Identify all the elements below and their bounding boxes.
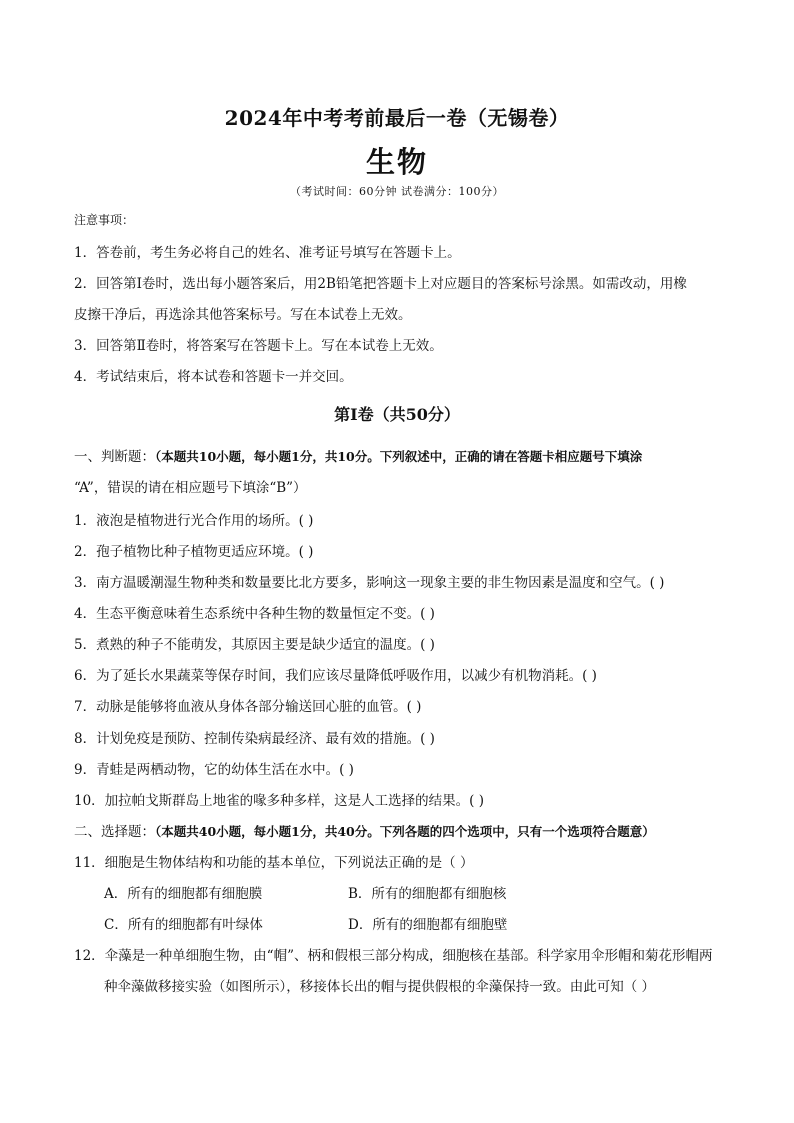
choice-question-stem: 12．伞藻是一种单细胞生物，由“帽”、柄和假根三部分构成，细胞核在基部。科学家用伞形帽和菊花形帽两 [74,948,713,964]
exam-title: 2024年中考考前最后一卷（无锡卷） [224,106,570,130]
part2-title-prefix: 二、选择题： [74,824,155,840]
part2-title-rule: （本题共40小题，每小题1分，共40分。下列各题的四个选项中，只有一个选项符合题意） [155,824,655,839]
judgment-question: 10．加拉帕戈斯群岛上地雀的喙多种多样，这是人工选择的结果。( ) [74,793,485,809]
notice-item: 1．答卷前，考生务必将自己的姓名、准考证号填写在答题卡上。 [74,245,461,261]
section-heading: 第Ⅰ卷（共50分） [334,405,460,424]
choice-question-stem: 11．细胞是生物体结构和功能的基本单位，下列说法正确的是（ ） [74,855,474,871]
notice-item: 皮擦干净后，再选涂其他答案标号。写在本试卷上无效。 [74,307,412,323]
subject-title: 生物 [365,145,428,179]
notice-item: 2．回答第Ⅰ卷时，选出每小题答案后，用2B铅笔把答题卡上对应题目的答案标号涂黑。如需改动，用橡 [74,276,687,292]
judgment-question: 6．为了延长水果蔬菜等保存时间，我们应该尽量降低呼吸作用，以减少有机物消耗。( ) [74,668,597,684]
notice-label: 注意事项： [74,213,135,227]
judgment-question: 7．动脉是能够将血液从身体各部分输送回心脏的血管。( ) [74,699,422,715]
judgment-question: 4．生态平衡意味着生态系统中各种生物的数量恒定不变。( ) [74,606,435,622]
exam-info: （考试时间：60分钟 试卷满分：100分） [290,185,504,198]
judgment-question: 3．南方温暖潮湿生物种类和数量要比北方要多，影响这一现象主要的非生物因素是温度和空气。( ) [74,575,665,591]
judgment-question: 1．液泡是植物进行光合作用的场所。( ) [74,513,314,529]
part2-title [74,824,655,840]
part1-title-rule: （本题共10小题，每小题1分，共10分。下列叙述中，正确的请在答题卡相应题号下填涂 [155,449,643,464]
choice-option-d: D．所有的细胞都有细胞壁 [348,917,508,933]
judgment-question: 9．青蛙是两栖动物，它的幼体生活在水中。( ) [74,762,354,778]
part1-title [74,449,642,465]
choice-option-c: C．所有的细胞都有叶绿体 [104,917,263,933]
choice-option-a: A．所有的细胞都有细胞膜 [104,886,263,902]
judgment-question: 2．孢子植物比种子植物更适应环境。( ) [74,544,314,560]
judgment-question: 8．计划免疫是预防、控制传染病最经济、最有效的措施。( ) [74,731,435,747]
part1-title-rule-continued: “A”，错误的请在相应题号下填涂“B”） [74,480,307,496]
judgment-question: 5．煮熟的种子不能萌发，其原因主要是缺少适宜的温度。( ) [74,637,435,653]
choice-question-stem-continued: 种伞藻做移接实验（如图所示），移接体长出的帽与提供假根的伞藻保持一致。由此可知（ ） [104,979,656,995]
choice-option-b: B．所有的细胞都有细胞核 [348,886,507,902]
notice-item: 3．回答第Ⅱ卷时，将答案写在答题卡上。写在本试卷上无效。 [74,338,443,354]
notice-item: 4．考试结束后，将本试卷和答题卡一并交回。 [74,369,353,385]
part1-title-prefix: 一、判断题： [74,449,155,465]
